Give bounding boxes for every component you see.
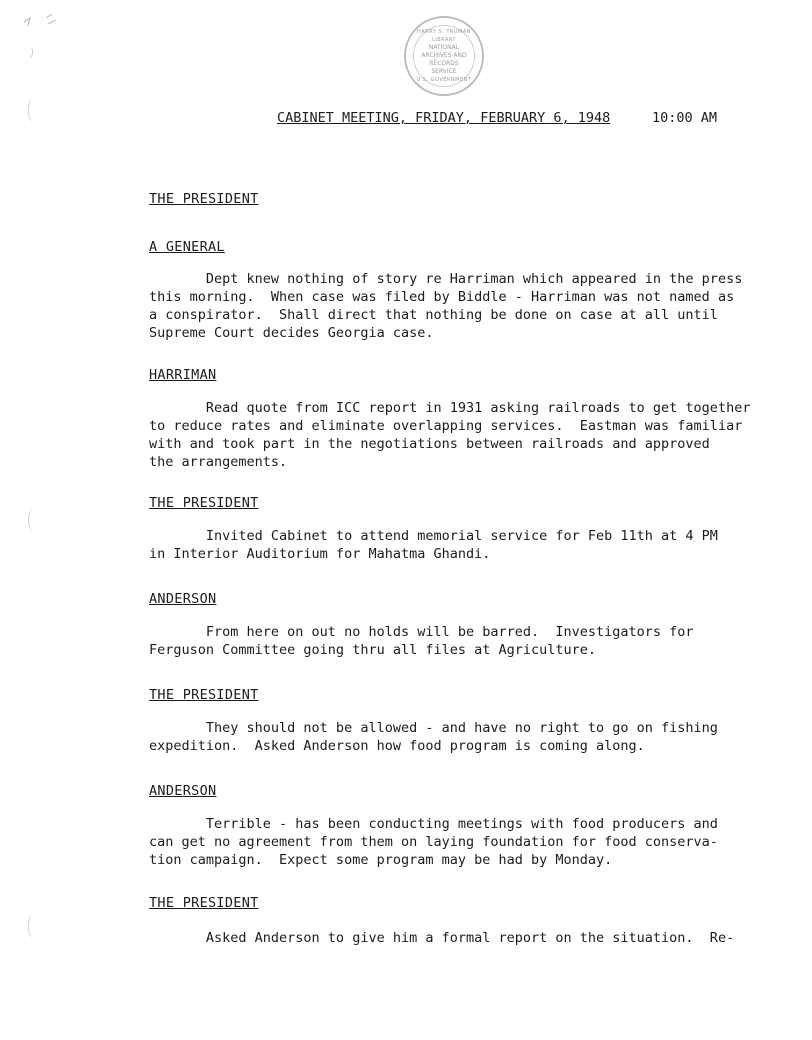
minutes-paragraph <box>149 815 749 869</box>
paragraph-line: to reduce rates and eliminate overlapping services. Eastman was familiar <box>149 418 743 434</box>
meeting-title: CABINET MEETING, FRIDAY, FEBRUARY 6, 1948 <box>277 110 611 126</box>
paragraph-line: From here on out no holds will be barred. Investigators for <box>149 624 694 640</box>
paragraph-line: Read quote from ICC report in 1931 asking railroads to get together <box>149 400 751 416</box>
paragraph-line: expedition. Asked Anderson how food program is coming along. <box>149 738 645 754</box>
paragraph-line: can get no agreement from them on laying foundation for food conserva- <box>149 834 718 850</box>
handwritten-mark <box>20 8 68 58</box>
minutes-paragraph <box>149 929 749 947</box>
margin-bracket <box>28 914 39 938</box>
paragraph-line: a conspirator. Shall direct that nothing be done on case at all until <box>149 307 718 323</box>
paragraph-line: They should not be allowed - and have no right to go on fishing <box>149 720 718 736</box>
paragraph-line: the arrangements. <box>149 454 288 470</box>
speaker-heading: A GENERAL <box>149 239 225 255</box>
speaker-heading: THE PRESIDENT <box>149 191 259 207</box>
paragraph-line: Invited Cabinet to attend memorial service for Feb 11th at 4 PM <box>149 528 718 544</box>
minutes-paragraph <box>149 399 749 471</box>
meeting-time: 10:00 AM <box>652 110 718 126</box>
paragraph-line: with and took part in the negotiations between railroads and approved <box>149 436 710 452</box>
archive-stamp <box>404 16 484 96</box>
margin-bracket <box>28 508 39 532</box>
minutes-paragraph <box>149 623 749 659</box>
paragraph-line: in Interior Auditorium for Mahatma Ghandi. <box>149 546 491 562</box>
stamp-line: HARRY S. TRUMAN LIBRARY <box>417 29 471 43</box>
speaker-heading: THE PRESIDENT <box>149 495 259 511</box>
paragraph-line: Terrible - has been conducting meetings with food producers and <box>149 816 718 832</box>
paragraph-line: Ferguson Committee going thru all files at Agriculture. <box>149 642 597 658</box>
minutes-paragraph <box>149 719 749 755</box>
stamp-line: U.S. GOVERNMENT <box>416 77 472 83</box>
minutes-paragraph <box>149 270 749 342</box>
minutes-paragraph <box>149 527 749 563</box>
speaker-heading: THE PRESIDENT <box>149 895 259 911</box>
paragraph-line: Dept knew nothing of story re Harriman which appeared in the press <box>149 271 743 287</box>
speaker-heading: HARRIMAN <box>149 367 217 383</box>
stamp-line: ARCHIVES AND <box>421 52 467 59</box>
stamp-line: RECORDS <box>429 60 459 67</box>
paragraph-line: Supreme Court decides Georgia case. <box>149 325 434 341</box>
speaker-heading: ANDERSON <box>149 591 217 607</box>
meeting-header <box>277 110 718 126</box>
stamp-line: SERVICE <box>431 68 457 75</box>
paragraph-line: Asked Anderson to give him a formal report on the situation. Re- <box>149 930 735 946</box>
paragraph-line: tion campaign. Expect some program may be had by Monday. <box>149 852 613 868</box>
margin-bracket <box>28 98 39 122</box>
speaker-heading: THE PRESIDENT <box>149 687 259 703</box>
stamp-line: NATIONAL <box>428 44 460 51</box>
speaker-heading: ANDERSON <box>149 783 217 799</box>
paragraph-line: this morning. When case was filed by Biddle - Harriman was not named as <box>149 289 735 305</box>
